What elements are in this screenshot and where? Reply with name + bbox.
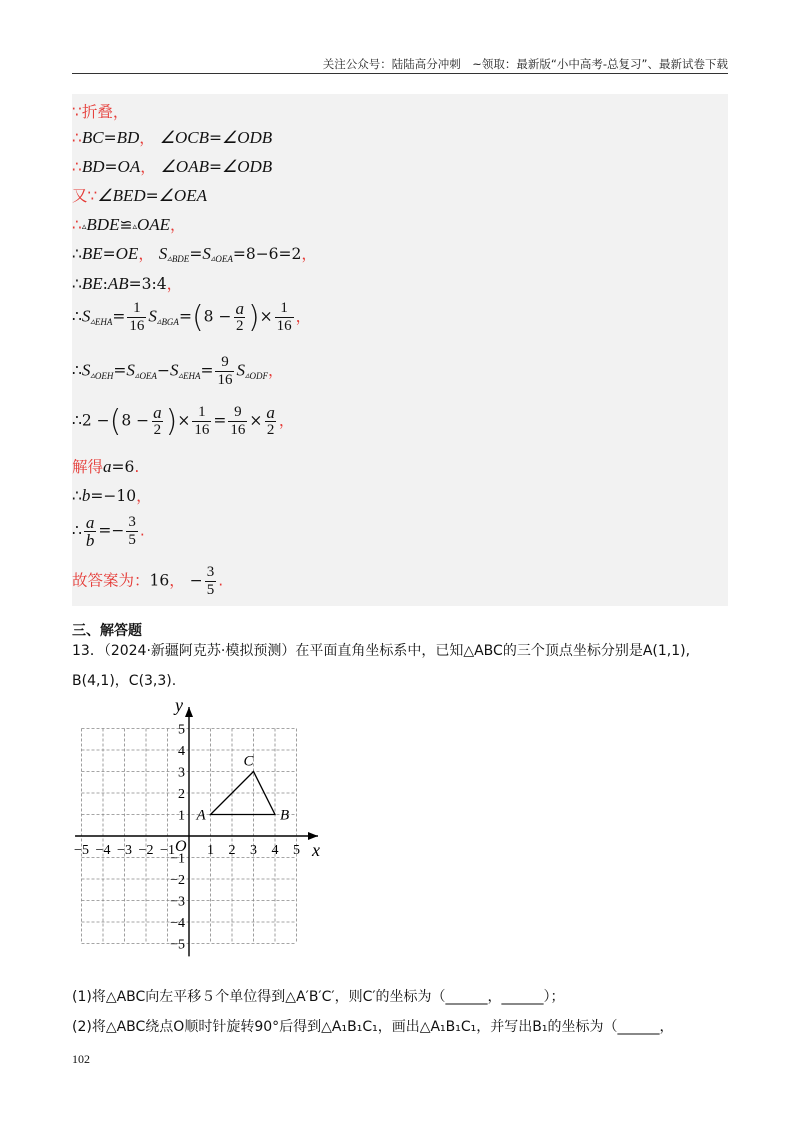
y-tick-label: 5 (178, 722, 185, 738)
solution-line-6: ∴BE=OE， $S_{▵BDE}=S_{▵OEA}=8-6=2$， (72, 244, 317, 264)
x-tick-label: 2 (228, 843, 236, 858)
triangle-symbol: ▵ (81, 222, 87, 232)
solution-line-12: ∴b=−10， (72, 486, 152, 505)
solution-line-8: $\therefore S_{▵EHA}=$ $\frac{1}{16}$ $S_{▵BGA}=(8$ − $\frac{a}{2}$ )× $\frac{1}{16}$ ， (72, 299, 312, 335)
y-tick-label: 4 (178, 744, 185, 759)
coordinate-graph (70, 698, 330, 968)
x-tick-label: −1 (160, 843, 175, 858)
x-axis-arrow (308, 832, 318, 840)
question-line-1: 13．（2024·新疆阿克苏·模拟预测）在平面直角坐标系中，已知△ABC的三个顶点坐标分别是A(1,1), (72, 643, 691, 659)
solution-block (72, 94, 728, 606)
x-tick-label: −3 (117, 843, 132, 858)
y-tick-label: 1 (178, 808, 185, 824)
header-rule (72, 73, 728, 74)
solution-line-11: 解得a=6. (72, 457, 140, 476)
solution-line-14: 故答案为：16， − $\frac{3}{5}$ . (72, 564, 224, 598)
page-number: 102 (72, 1052, 90, 1066)
origin-label: O (175, 838, 187, 855)
solution-line-3: ∴BD=OA， ∠OAB=∠ODB (72, 157, 273, 176)
solution-line-13: ∴ $\frac{a}{b}$ =− $\frac{3}{5}$ . (72, 513, 145, 550)
y-tick-label: 3 (178, 765, 185, 781)
solution-line-9: $\therefore S_{▵OEH}=S_{▵OEA}-S_{▵EHA}=$ $\frac{9}{16}$ $S_{▵ODF}$， (72, 354, 284, 388)
page-header: 关注公众号：陆陆高分冲刺 ~领取：最新版“小中高考-总复习”、最新试卷下载 (322, 57, 728, 71)
question-part-2: (2)将△ABC绕点O顺时针旋转90°后得到△A₁B₁C₁，画出△A₁B₁C₁，并写出B₁的坐标为（______， (72, 1019, 674, 1035)
x-tick-label: 5 (293, 843, 300, 858)
x-tick-label: 4 (271, 843, 279, 858)
x-tick-label: −4 (95, 843, 111, 858)
x-tick-label: 1 (207, 843, 214, 858)
point-label-c: C (243, 753, 254, 770)
y-tick-label: 2 (178, 787, 185, 802)
y-tick-label: −4 (170, 916, 185, 931)
y-tick-label: −5 (170, 937, 185, 953)
section-title: 三、解答题 (72, 623, 142, 639)
question-part-1: (1)将△ABC向左平移５个单位得到△A′B′C′，则C′的坐标为（______，______）； (72, 989, 565, 1005)
solution-line-4: 又∵∠BED=∠OEA (72, 186, 207, 205)
triangle-symbol: ▵ (132, 222, 137, 232)
y-tick-label: −1 (170, 851, 185, 867)
solution-line-7: ∴BE:AB=3:4， (72, 274, 183, 293)
x-tick-label: −5 (74, 843, 89, 858)
x-tick-label: −2 (138, 843, 154, 858)
x-tick-label: 3 (250, 843, 257, 858)
x-axis-label: x (312, 840, 320, 860)
y-tick-label: −3 (170, 894, 185, 910)
question-line-2: B(4,1)，C(3,3). (72, 673, 177, 689)
y-axis-arrow (185, 707, 193, 717)
solution-line-2: ∴BC=BD， ∠OCB=∠ODB (72, 128, 273, 147)
y-axis-label: y (175, 698, 183, 715)
solution-line-5: ∴▵BDE≌▵OAE， (72, 215, 186, 234)
solution-line-10: ∴2 −(8 − $\frac{a}{2}$ )× $\frac{1}{16}$ = $\frac{9}{16}$ × $\frac{a}{2}$ ， (72, 403, 295, 439)
solution-line-1: ∵折叠， (72, 103, 129, 121)
y-tick-label: −2 (170, 873, 185, 888)
point-label-a: A (196, 807, 206, 824)
point-label-b: B (280, 807, 290, 824)
